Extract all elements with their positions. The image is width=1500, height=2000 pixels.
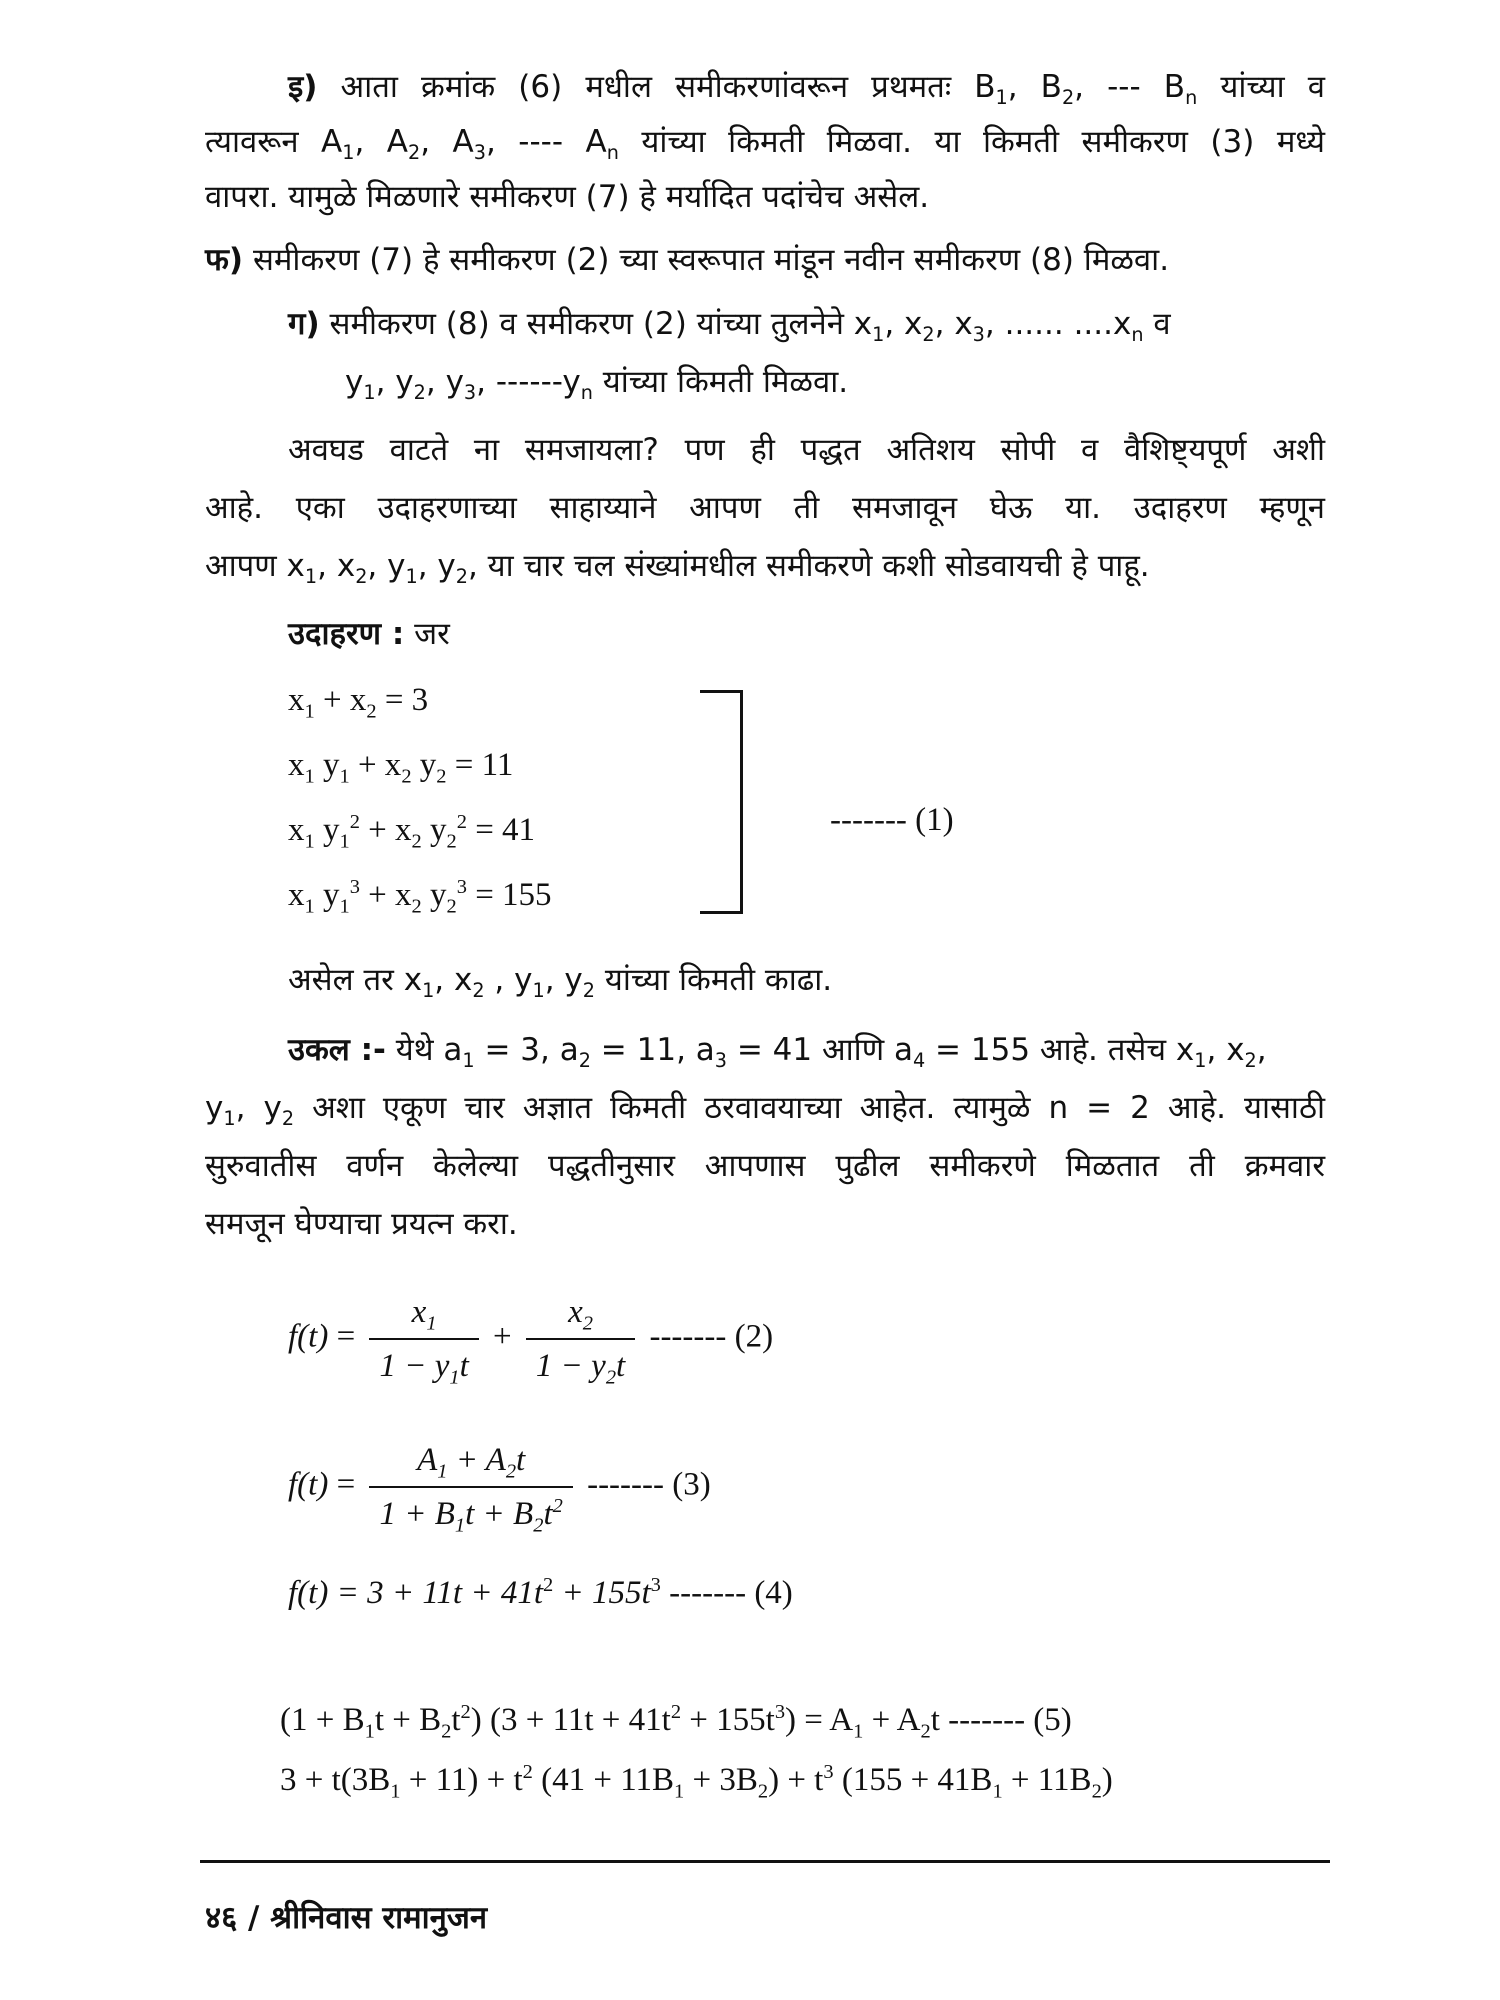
para-e-label: इ) [288,69,318,105]
system-eq4: $x_1$ $y_1^3 + x_2$ $y_2^3 = 155$ [288,876,552,918]
page-number: ४६ [205,1900,238,1936]
solution-line2: $y_1$, $y_2$ अशा एकूण चार अज्ञात किमती ठरवावयाच्या आहेत. त्यामुळे n = 2 आहे. यासाठी [205,1090,1326,1131]
solution-line1: उकल :- येथे $a_1 = 3$, $a_2 = 11$, $a_3 = 41$ आणि $a_4 = 155$ आहे. तसेच $x_1$, $x_2$, [288,1032,1267,1073]
eq2-fraction-2: $\frac{x_2}{1 - y_2t}$ [526,1290,635,1388]
intro-line2: आहे. एका उदाहरणाच्या साहाय्याने आपण ती समजावून घेऊ या. उदाहरण म्हणून [205,490,1325,526]
para-f-label: फ) [205,242,244,278]
system-tag: ------- (1) [830,802,954,838]
system-eq2: $x_1$ $y_1 + x_2$ $y_2 = 11$ [288,747,514,788]
intro-line1: अवघड वाटते ना समजायला? पण ही पद्धत अतिशय सोपी व वैशिष्ट्यपूर्ण अशी [288,432,1325,468]
para-g-line1: ग) समीकरण (8) व समीकरण (2) यांच्या तुलनेने $x_1$, $x_2$, $x_3$, ...... $....x_n$ व [288,306,1171,347]
equation-2: f(t) = $\frac{x_1}{1 - y_1t}$ + $\frac{x_2}{1 - y_2t}$ ------- (2) [288,1290,773,1388]
system-eq1: $x_1 + x_2 = 3$ [288,682,429,723]
book-title: श्रीनिवास रामानुजन [270,1900,488,1936]
solution-line3: सुरुवातीस वर्णन केलेल्या पद्धतीनुसार आपणास पुढील समीकरणे मिळतात ती क्रमवार [205,1148,1325,1184]
equation-4: $f(t) = 3 + 11t + 41t^2 + 155t^3$ ------- (4) [288,1574,793,1611]
para-g-label: ग) [288,306,320,342]
ask-line: असेल तर $x_1$, $x_2$ , $y_1$, $y_2$ यांच्या किमती काढा. [288,962,833,1003]
intro-line3: आपण $x_1$, $x_2$, $y_1$, $y_2$, या चार चल संख्यांमधील समीकरणे कशी सोडवायची हे पाहू. [205,548,1150,589]
solution-line4: समजून घेण्याचा प्रयत्न करा. [205,1206,518,1242]
para-g-line2: $y_1$, $y_2$, $y_3$, $------y_n$ यांच्या किमती मिळवा. [345,364,849,405]
equation-5: $(1 + B_1t + B_2t^2)$ $(3 + 11t + 41t^2 + 155t^3) = A_1 + A_2t$ ------- (5) [280,1701,1072,1743]
footer: ४६ / श्रीनिवास रामानुजन [205,1900,488,1936]
solution-label: उकल :- [288,1032,386,1068]
para-e-line3: वापरा. यामुळे मिळणारे समीकरण (7) हे मर्यादित पदांचेच असेल. [205,179,930,215]
eq3-fraction: $\frac{A_1 + A_2t}{1 + B_1t + B_2t^2}$ [369,1438,572,1536]
system-eq3: $x_1$ $y_1^2 + x_2$ $y_2^2 = 41$ [288,811,536,853]
system-bracket [700,690,743,914]
eq2-fraction-1: $\frac{x_1}{1 - y_1t}$ [369,1290,478,1388]
equation-6: $3 + t(3B_1 + 11) + t^2$ $(41 + 11B_1 + 3B_2) + t^3$ $(155 + 41B_1 + 11B_2)$ [280,1761,1113,1803]
para-f: फ) समीकरण (7) हे समीकरण (2) च्या स्वरूपात मांडून नवीन समीकरण (8) मिळवा. [205,242,1170,278]
para-e-line2: त्यावरून $A_1$, $A_2$, $A_3$, ---- $A_n$ यांच्या किमती मिळवा. या किमती समीकरण (3) मध्ये [205,124,1325,165]
footer-rule [200,1860,1330,1863]
para-e-line1: इ) आता क्रमांक (6) मधील समीकरणांवरून प्रथमतः $B_1$, $B_2$, --- $B_n$ यांच्या व [288,69,1325,110]
equation-3: f(t) = $\frac{A_1 + A_2t}{1 + B_1t + B_2t^2}$ ------- (3) [288,1438,711,1536]
example-heading: उदाहरण : जर [288,616,450,652]
